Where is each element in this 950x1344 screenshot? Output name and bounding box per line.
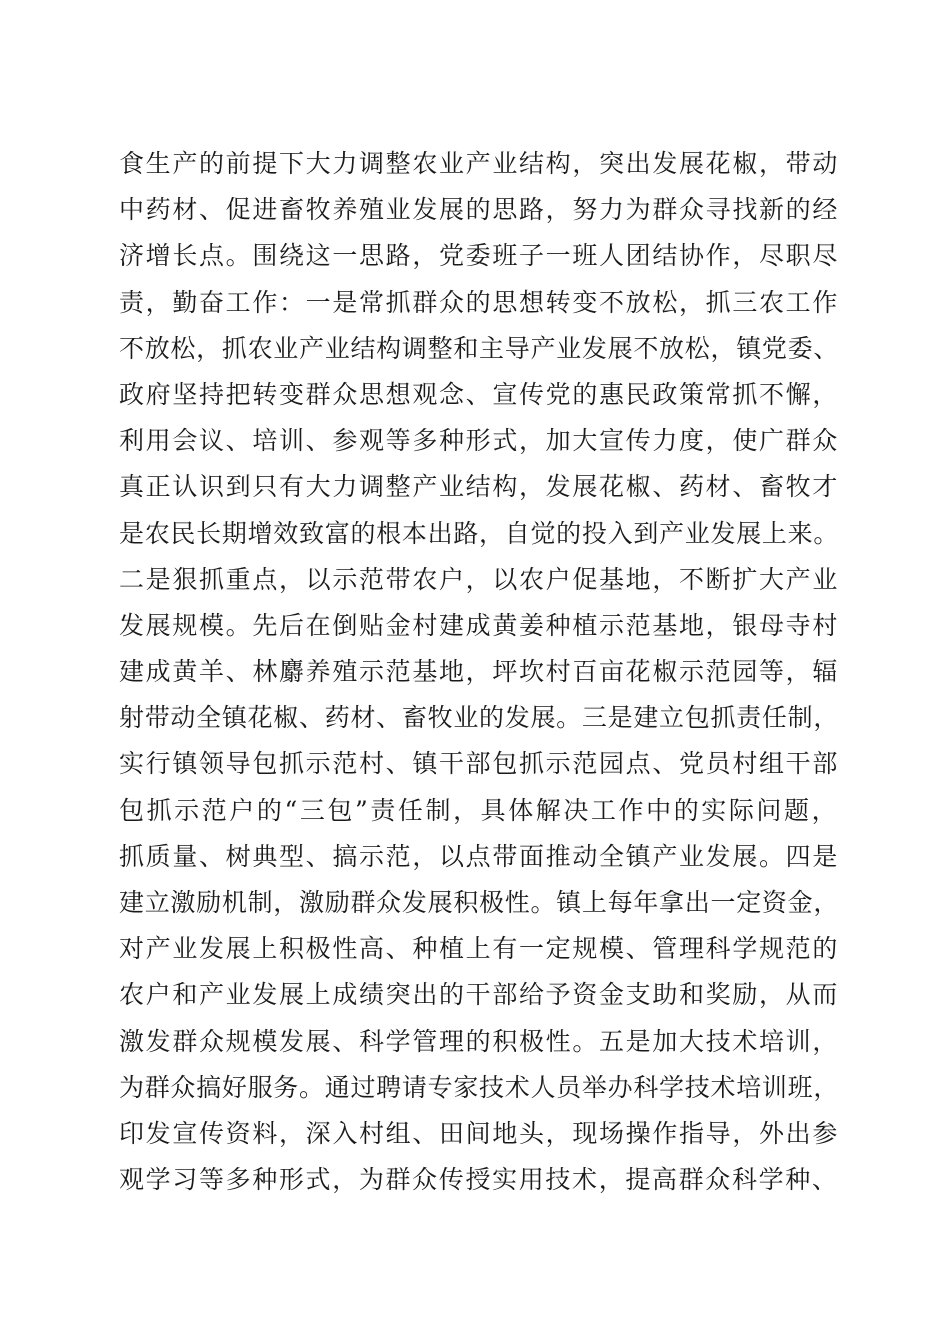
text-line: 不放松，抓农业产业结构调整和主导产业发展不放松，镇党委、 <box>119 333 839 363</box>
text-line: 建成黄羊、林麝养殖示范基地，坪坎村百亩花椒示范园等，辐 <box>119 657 839 687</box>
text-line: 责，勤奋工作：一是常抓群众的思想转变不放松，抓三农工作 <box>119 287 839 317</box>
body-paragraph <box>119 141 839 1203</box>
text-line: 包抓示范户的“三包”责任制，具体解决工作中的实际问题， <box>119 795 839 825</box>
text-line: 印发宣传资料，深入村组、田间地头，现场操作指导，外出参 <box>119 1118 839 1148</box>
text-line: 真正认识到只有大力调整产业结构，发展花椒、药材、畜牧才 <box>119 472 839 502</box>
text-line: 实行镇领导包抓示范村、镇干部包抓示范园点、党员村组干部 <box>119 749 839 779</box>
text-line: 农户和产业发展上成绩突出的干部给予资金支助和奖励，从而 <box>119 980 839 1010</box>
text-line: 二是狠抓重点，以示范带农户，以农户促基地，不断扩大产业 <box>119 564 839 594</box>
text-line: 观学习等多种形式，为群众传授实用技术，提高群众科学种、 <box>119 1165 839 1195</box>
text-line: 建立激励机制，激励群众发展积极性。镇上每年拿出一定资金， <box>119 888 839 917</box>
text-line: 是农民长期增效致富的根本出路，自觉的投入到产业发展上来。 <box>119 518 839 548</box>
text-line: 食生产的前提下大力调整农业产业结构，突出发展花椒，带动 <box>119 149 839 178</box>
text-line: 对产业发展上积极性高、种植上有一定规模、管理科学规范的 <box>119 934 839 964</box>
text-line: 抓质量、树典型、搞示范，以点带面推动全镇产业发展。四是 <box>119 841 839 871</box>
text-line: 发展规模。先后在倒贴金村建成黄姜种植示范基地，银母寺村 <box>119 610 839 640</box>
text-line: 济增长点。围绕这一思路，党委班子一班人团结协作，尽职尽 <box>119 241 839 271</box>
text-line: 为群众搞好服务。通过聘请专家技术人员举办科学技术培训班， <box>119 1072 839 1102</box>
text-line: 政府坚持把转变群众思想观念、宣传党的惠民政策常抓不懈， <box>119 379 839 409</box>
text-line: 激发群众规模发展、科学管理的积极性。五是加大技术培训， <box>119 1026 839 1056</box>
text-line: 利用会议、培训、参观等多种形式，加大宣传力度，使广群众 <box>119 426 839 456</box>
text-line: 射带动全镇花椒、药材、畜牧业的发展。三是建立包抓责任制， <box>119 703 839 733</box>
text-line: 中药材、促进畜牧养殖业发展的思路，努力为群众寻找新的经 <box>119 195 839 225</box>
